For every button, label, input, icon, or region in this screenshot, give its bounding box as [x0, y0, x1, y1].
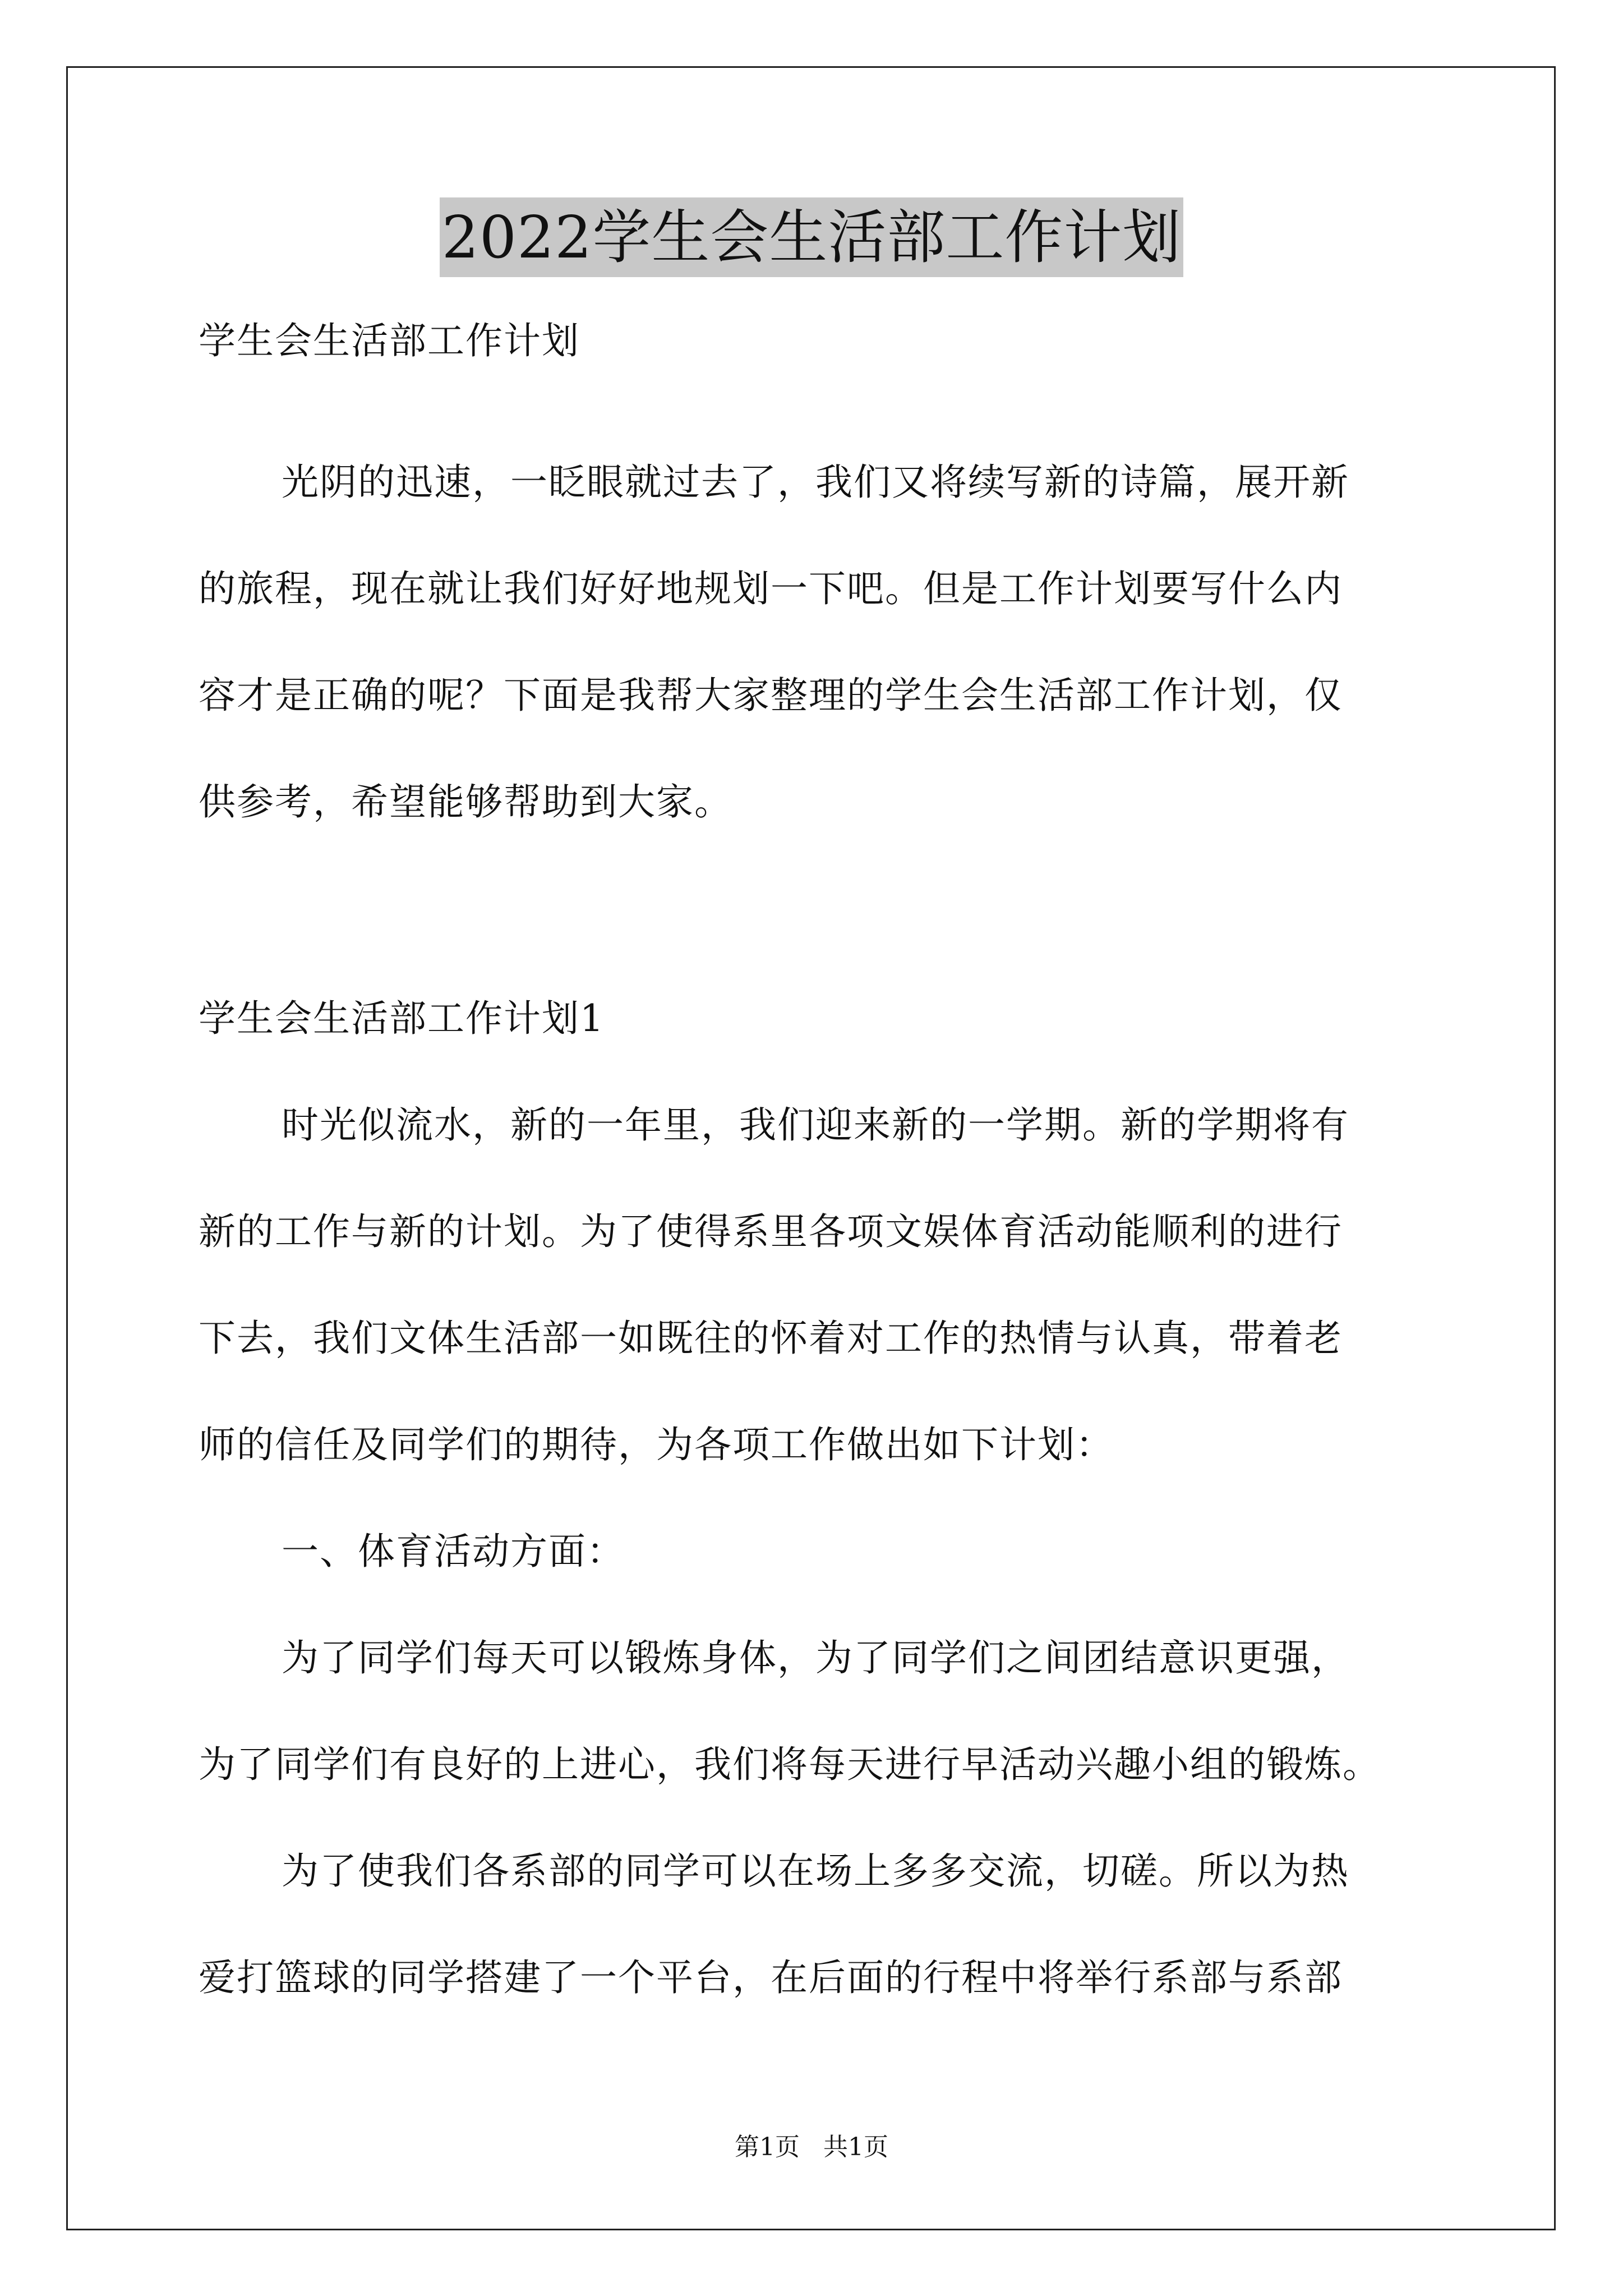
paragraph-line: 的旅程，现在就让我们好好地规划一下吧。但是工作计划要写什么内 [199, 567, 1343, 610]
section-heading: 学生会生活部工作计划 [199, 319, 580, 362]
paragraph-line: 供参考，希望能够帮助到大家。 [199, 780, 732, 823]
page-border [66, 66, 1556, 2230]
title-container [0, 197, 1623, 277]
paragraph-line: 爱打篮球的同学搭建了一个平台，在后面的行程中将举行系部与系部 [199, 1956, 1343, 1999]
paragraph-line: 为了同学们有良好的上进心，我们将每天进行早活动兴趣小组的锻炼。 [199, 1743, 1381, 1786]
section-heading: 学生会生活部工作计划1 [199, 997, 605, 1040]
paragraph-line: 为了使我们各系部的同学可以在场上多多交流，切磋。所以为热 [282, 1849, 1349, 1893]
subsection-heading: 一、体育活动方面： [282, 1530, 625, 1573]
paragraph-line: 新的工作与新的计划。为了使得系里各项文娱体育活动能顺利的进行 [199, 1210, 1343, 1253]
paragraph-line: 光阴的迅速，一眨眼就过去了，我们又将续写新的诗篇，展开新 [282, 461, 1349, 504]
page-footer [0, 2132, 1623, 2163]
page-total: 共1页 [823, 2133, 888, 2161]
paragraph-line: 时光似流水，新的一年里，我们迎来新的一学期。新的学期将有 [282, 1103, 1349, 1147]
paragraph-line: 为了同学们每天可以锻炼身体，为了同学们之间团结意识更强， [282, 1636, 1349, 1680]
document-title: 2022学生会生活部工作计划 [440, 197, 1184, 277]
page-number: 第1页 [735, 2133, 800, 2161]
paragraph-line: 师的信任及同学们的期待，为各项工作做出如下计划： [199, 1423, 1114, 1466]
paragraph-line: 下去，我们文体生活部一如既往的怀着对工作的热情与认真，带着老 [199, 1317, 1343, 1360]
paragraph-line: 容才是正确的呢？下面是我帮大家整理的学生会生活部工作计划，仅 [199, 674, 1343, 717]
